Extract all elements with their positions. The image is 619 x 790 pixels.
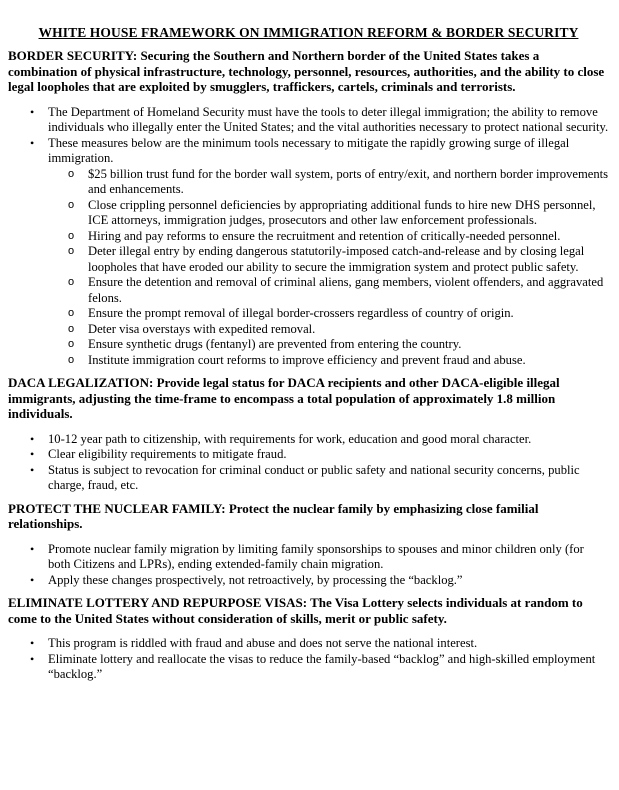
daca-heading: DACA LEGALIZATION: (8, 375, 154, 390)
list-item: • Apply these changes prospectively, not retroactively, by processing the “backlog.” (8, 573, 609, 589)
border-security-intro-text: Securing the Southern and Northern border of the United States takes a combination of physical infrastructure, technology, personnel, resources, authorities, and the ability to close legal loopholes that are exploited by smugglers, traffickers, cartels, criminals and terrorists. (8, 48, 605, 94)
section-lottery (8, 595, 609, 683)
sub-list-item: o Close crippling personnel deficiencies by appropriating additional funds to hire new DHS personnel, ICE attorneys, immigration judges, prosecutors and other law enforcement professionals. (48, 198, 609, 229)
border-security-sub-bullets (48, 167, 609, 369)
sub-list-item: o Deter visa overstays with expedited removal. (48, 322, 609, 338)
nuclear-family-heading: PROTECT THE NUCLEAR FAMILY: (8, 500, 226, 516)
list-item: • Status is subject to revocation for criminal conduct or public safety and national security concerns, public charge, fraud, etc. (8, 463, 609, 494)
sub-list-item: o Ensure the prompt removal of illegal border-crossers regardless of country of origin. (48, 306, 609, 322)
nuclear-family-bullets (8, 542, 609, 589)
list-item (8, 136, 609, 369)
sub-list-item: o Deter illegal entry by ending dangerous statutorily-imposed catch-and-release and by closing legal loopholes that have eroded our ability to secure the immigration system and protect public safety. (48, 244, 609, 275)
sub-list-item: o Ensure the detention and removal of criminal aliens, gang members, violent offenders, and aggravated felons. (48, 275, 609, 306)
lottery-intro (8, 595, 609, 626)
sub-list-item: o $25 billion trust fund for the border wall system, ports of entry/exit, and northern border improvements and enhancements. (48, 167, 609, 198)
border-security-bullets (8, 105, 609, 369)
section-daca (8, 375, 609, 494)
sub-list-item: o Institute immigration court reforms to improve efficiency and prevent fraud and abuse. (48, 353, 609, 369)
list-item: • Promote nuclear family migration by limiting family sponsorships to spouses and minor children only (for both Citizens and LPRs), ending extended-family chain migration. (8, 542, 609, 573)
sub-list-item: o Ensure synthetic drugs (fentanyl) are prevented from entering the country. (48, 337, 609, 353)
daca-bullets (8, 432, 609, 494)
lottery-bullets (8, 636, 609, 683)
section-nuclear-family (8, 501, 609, 589)
list-item: • The Department of Homeland Security must have the tools to deter illegal immigration; the ability to remove individuals who illegally enter the United States; and the vital authorities necessary to protect national security. (8, 105, 609, 136)
list-item: • Eliminate lottery and reallocate the visas to reduce the family-based “backlog” and high-skilled employment “backlog.” (8, 652, 609, 683)
document-title: WHITE HOUSE FRAMEWORK ON IMMIGRATION REFORM & BORDER SECURITY (38, 25, 579, 40)
section-border-security (8, 48, 609, 368)
lottery-heading: ELIMINATE LOTTERY AND REPURPOSE VISAS: (8, 595, 308, 610)
sub-list-item: o Hiring and pay reforms to ensure the recruitment and retention of critically-needed personnel. (48, 229, 609, 245)
list-item: • This program is riddled with fraud and abuse and does not serve the national interest. (8, 636, 609, 652)
border-security-heading: BORDER SECURITY: (8, 48, 138, 63)
border-security-intro (8, 48, 609, 95)
daca-intro (8, 375, 609, 422)
nuclear-family-intro (8, 501, 609, 532)
list-item: • 10-12 year path to citizenship, with requirements for work, education and good moral character. (8, 432, 609, 448)
lottery-intro-text: The Visa Lottery selects individuals at random to come to the United States without consideration of skills, merit or public safety. (8, 595, 583, 626)
nuclear-family-intro-text: Protect the nuclear family by emphasizing close familial relationships. (8, 500, 539, 531)
list-item-text: These measures below are the minimum tools necessary to mitigate the rapidly growing surge of illegal immigration. (48, 135, 570, 165)
daca-intro-text: Provide legal status for DACA recipients and other DACA-eligible illegal immigrants, adjusting the time-frame to encompass a total population of approximately 1.8 million individuals. (8, 375, 560, 421)
list-item: • Clear eligibility requirements to mitigate fraud. (8, 447, 609, 463)
